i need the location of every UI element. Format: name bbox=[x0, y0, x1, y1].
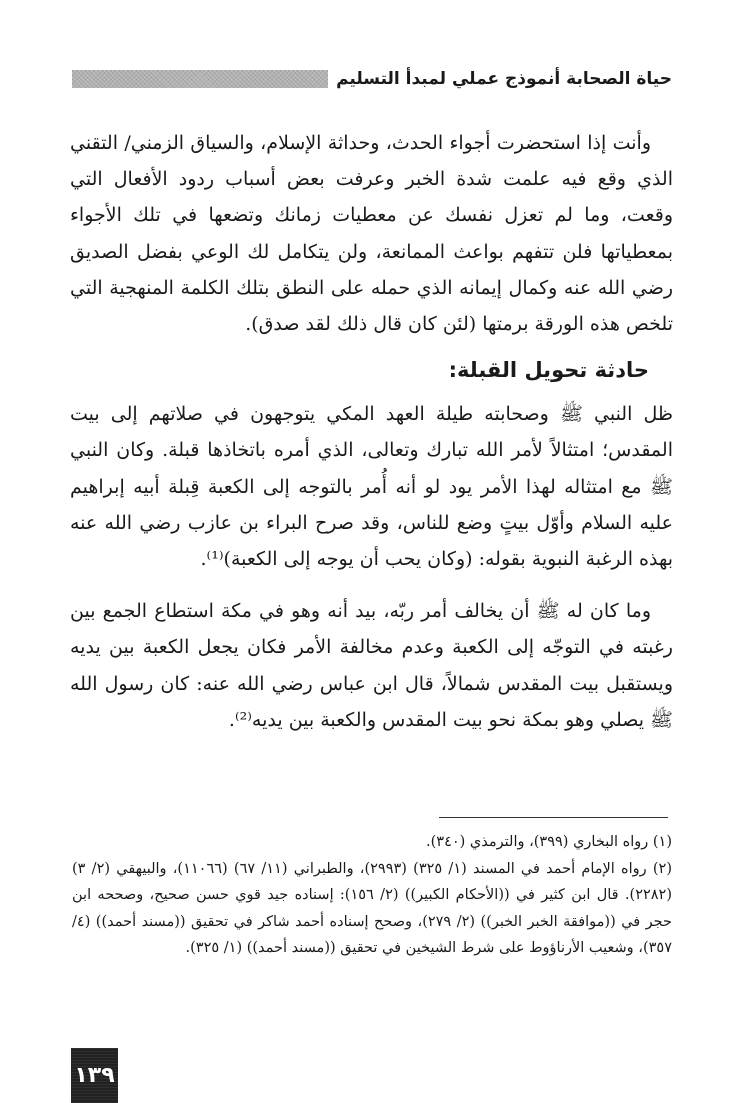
footnote-item: (١) رواه البخاري (٣٩٩)، والترمذي (٣٤٠). bbox=[426, 834, 672, 850]
section-heading: حادثة تحويل القبلة: bbox=[448, 358, 649, 383]
page-number: ١٣٩ bbox=[74, 1063, 115, 1088]
footnote-divider bbox=[439, 817, 668, 818]
section-paragraph: ظل النبي ﷺ وصحابته طيلة العهد المكي يتوجهون في صلاتهم إلى بيت المقدس؛ امتثالاً لأمر الله تبارك وتعالى، الذي أمره باتخاذها قبلة. وكان النبي ﷺ مع امتثاله لهذا الأمر يود لو أنه أُمر بالتوجه إلى الكعبة قِبلة أبيه إبراهيم عليه السلام وأوّل بيتٍ وضع للناس، وقد صرح البراء بن عازب رضي الله عنه بهذه الرغبة النبوية بقوله: (وكان يحب أن يوجه إلى الكعبة)⁽¹⁾. bbox=[70, 403, 673, 571]
page-number-box bbox=[71, 1048, 118, 1103]
section-paragraph: وما كان له ﷺ أن يخالف أمر ربّه، بيد أنه وهو في مكة استطاع الجمع بين رغبته في التوجّه إلى الكعبة وعدم مخالفة الأمر فكان يجعل الكعبة بين يديه ويستقبل بيت المقدس شمالاً، قال ابن عباس رضي الله عنه: كان رسول الله ﷺ يصلي وهو بمكة نحو بيت المقدس والكعبة بين يديه⁽²⁾. bbox=[70, 600, 673, 731]
main-text bbox=[70, 125, 673, 754]
intro-paragraph: وأنت إذا استحضرت أجواء الحدث، وحداثة الإسلام، والسياق الزمني/ التقني الذي وقع فيه علمت شدة الخبر وعرفت بعض أسباب ردود الأفعال التي وقعت، وما لم تعزل نفسك عن معطيات زمانك وتضعها في تلك الأجواء بمعطياتها فلن تتفهم بواعث الممانعة، ولن يتكامل لك الوعي بفضل الصديق رضي الله عنه وكمال إيمانه الذي حمله على النطق بتلك الكلمة المنهجية التي تلخص هذه الورقة برمتها (لئن كان قال ذلك لقد صدق). bbox=[70, 132, 673, 336]
running-header-title: حياة الصحابة أنموذج عملي لمبدأ التسليم bbox=[336, 69, 672, 89]
footnote-item: (٢) رواه الإمام أحمد في المسند (١/ ٣٢٥) (٢٩٩٣)، والطبراني (١١/ ٦٧) (١١٠٦٦)، والبيهقي (٢/ ٣) (٢٢٨٢). قال ابن كثير في ((الأحكام الكبير)) (٢/ ١٥٦): إسناده جيد قوي حسن صحيح، وصححه ابن حجر في ((موافقة الخبر الخبر)) (٢/ ٢٧٩)، وصحح إسناده أحمد شاكر في تحقيق ((مسند أحمد)) (٤/ ٣٥٧)، وشعيب الأرناؤوط على شرط الشيخين في تحقيق ((مسند أحمد)) (١/ ٣٢٥). bbox=[72, 860, 673, 956]
footnotes bbox=[72, 829, 672, 962]
running-header bbox=[72, 64, 672, 94]
header-decorative-band bbox=[72, 70, 328, 88]
